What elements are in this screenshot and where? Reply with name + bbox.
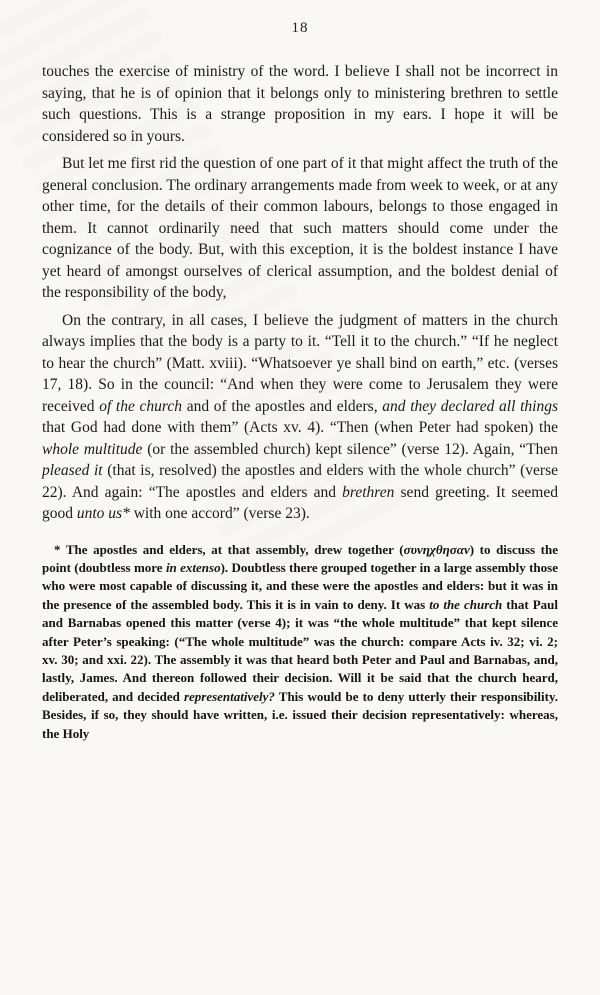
paragraph: But let me first rid the question of one part of it that might affect the truth of the general conclusion. The ordinary arrangements made from week to week, or at any other time, for the details of their common labours, belongs to those engaged in them. It cannot ordinarily need that such matters should come under the cognizance of the body. But, with this exception, it is the boldest instance I have yet heard of amongst ourselves of clerical assumption, and the boldest denial of the responsibility of the body, [42,155,558,301]
paragraph: touches the exercise of ministry of the word. I believe I shall not be incorrect in saying, that he is of opinion that it belongs only to ministering brethren to settle such questions. This is a strange proposition in my ears. I hope it will be considered so in yours. [42,63,558,145]
paragraph: On the contrary, in all cases, I believe the judgment of matters in the church always implies that the body is a party to it. “Tell it to the church.” “If he neglect to hear the church” (Matt. xviii). “Whatsoever ye shall bind on earth,” etc. (verses 17, 18). So in the council: “And when they were come to Jerusalem they were received of the church and of the apostles and elders, and they declared all things that God had done with them” (Acts xv. 4). “Then (when Peter had spoken) the whole multitude (or the assembled church) kept silence” (verse 12). Again, “Then pleased it (that is, resolved) the apostles and elders with the whole church” (verse 22). And again: “The apostles and elders and brethren send greeting. It seemed good unto us* with one accord” (verse 23). [42,311,558,522]
body-text [42,61,558,525]
page-number: 18 [291,20,309,36]
footnote: * The apostles and elders, at that assembly, drew together (συνηχθησαν) to discuss the point (doubtless more in extenso). Doubtless there grouped together in a large assembly those who were most capable of discussing it, and these were the apostles and elders: but it was in the presence of the assembled body. This it is in vain to deny. It was to the church that Paul and Barnabas opened this matter (verse 4); it was “the whole multitude” that kept silence after Peter’s speaking: (“The whole multitude” was the church: compare Acts iv. 32; vi. 2; xv. 30; and xxi. 22). The assembly it was that heard both Peter and Paul and Barnabas, and, lastly, James. And thereon followed their decision. Will it be said that the church heard, deliberated, and decided representatively? This would be to deny utterly their responsibility. Besides, if so, they should have written, i.e. issued their decision representatively: whereas, the Holy [42,541,559,741]
